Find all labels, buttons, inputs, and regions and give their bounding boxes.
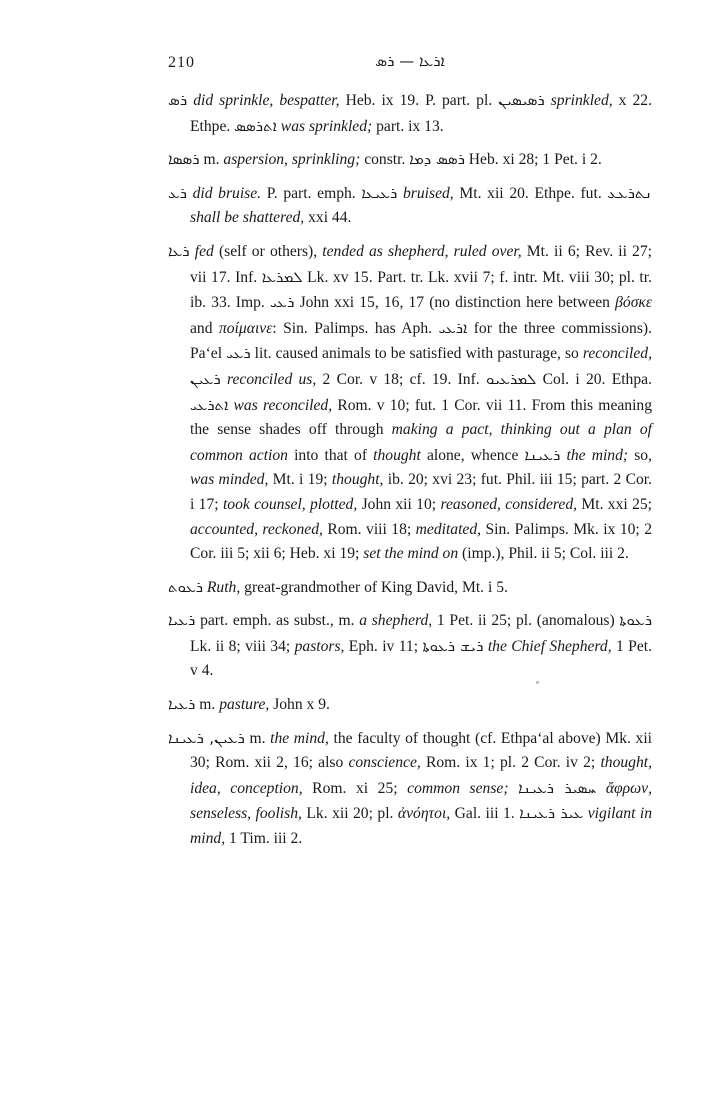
reference-text: Lk. xii 20; pl. bbox=[301, 805, 398, 823]
gloss-text: conscience, bbox=[348, 754, 421, 772]
reference-text: (imp.), Phil. ii 5; Col. iii 2. bbox=[458, 545, 629, 563]
gloss-text: accounted, reckoned, bbox=[190, 520, 323, 538]
gloss-text: a shepherd, bbox=[359, 612, 433, 630]
reference-text bbox=[596, 780, 606, 797]
reference-text: m. bbox=[249, 729, 271, 747]
page-header bbox=[168, 52, 652, 76]
reference-text: John x 9. bbox=[269, 696, 330, 714]
reference-text bbox=[509, 780, 519, 797]
entry-headword: ܪܥܘܬ bbox=[168, 577, 203, 596]
reference-text: Heb. ix 19. P. part. pl. bbox=[339, 92, 499, 109]
dictionary-entry bbox=[168, 692, 652, 718]
reference-text: Mt. xxi 25; bbox=[577, 495, 652, 513]
gloss-text: was minded, bbox=[190, 471, 269, 489]
reference-text: part. emph. as subst., m. bbox=[200, 612, 360, 630]
syriac-form: ܪܣܣ ܕܡܐ bbox=[409, 150, 465, 169]
syriac-form: ܪܥܝܥܐ bbox=[361, 183, 398, 202]
reference-text: constr. bbox=[360, 151, 410, 169]
running-head: ܐܪܥܐ — ܪܣ bbox=[375, 52, 445, 70]
reference-text: m. bbox=[203, 151, 224, 169]
reference-text: Mt. xii 20. Ethpe. fut. bbox=[453, 184, 608, 202]
reference-text: Rom. xi 25; bbox=[302, 779, 408, 797]
syriac-form: ܚܣܝܪ ܪܥܝܢܐ bbox=[518, 778, 597, 797]
reference-text: Mt. ii 6; Rev. ii 27; vii 17. Inf. bbox=[190, 242, 652, 286]
syriac-form: ܪܥܝܢ bbox=[190, 369, 221, 388]
gloss-text: tended as shepherd, ruled over, bbox=[322, 242, 522, 260]
gloss-text: did bruise. bbox=[192, 184, 262, 202]
reference-text: Lk. xv 15. Part. tr. Lk. xvii 7; f. intr. Mt. viii 30; pl. tr. ib. 33. Imp. bbox=[190, 268, 652, 312]
reference-text: : Sin. Palimps. has Aph. bbox=[272, 319, 439, 337]
gloss-text: vigilant in mind, bbox=[190, 805, 653, 848]
reference-text: and bbox=[190, 319, 219, 337]
greek-word: ποίμαινε bbox=[218, 319, 273, 337]
gloss-text: was sprinkled; bbox=[280, 117, 373, 135]
syriac-form: ܪܥܝ bbox=[269, 293, 295, 312]
gloss-text: took counsel, plotted, bbox=[222, 495, 358, 513]
reference-text: Mt. i 19; bbox=[268, 471, 332, 489]
syriac-form: ܥܝܪ ܪܥܝܢܐ bbox=[519, 804, 584, 823]
gloss-text: set the mind on bbox=[363, 545, 459, 563]
dictionary-entry bbox=[168, 88, 652, 139]
reference-text: Rom. ix 1; pl. 2 Cor. iv 2; bbox=[420, 754, 601, 772]
reference-text: Sin. Palimps. Mk. ix 10; 2 Cor. iii 5; xii 6; Heb. xi 19; bbox=[190, 520, 653, 563]
syriac-form: ܐܪܥܝ bbox=[438, 318, 468, 337]
gloss-text: was reconciled, bbox=[233, 396, 333, 414]
gloss-text: reconciled, bbox=[582, 345, 652, 363]
dictionary-entry bbox=[168, 608, 652, 684]
reference-text: John xii 10; bbox=[357, 495, 441, 513]
gloss-text: reasoned, considered, bbox=[440, 495, 578, 513]
reference-text: great-grandmother of King David, Mt. i 5. bbox=[240, 578, 508, 596]
gloss-text: meditated, bbox=[415, 520, 482, 538]
gloss-text: the mind, bbox=[270, 729, 329, 747]
gloss-text: common sense; bbox=[407, 779, 509, 797]
reference-text: P. part. emph. bbox=[261, 184, 362, 202]
gloss-text: the mind; bbox=[566, 446, 629, 464]
reference-text: xxi 44. bbox=[304, 209, 352, 227]
entry-headword: ܪܣܣܐ bbox=[168, 150, 200, 169]
page-number: 210 bbox=[168, 54, 195, 71]
entry-headword: ܪܥܝܐ bbox=[168, 611, 196, 630]
gloss-text: did sprinkle, bespatter, bbox=[193, 92, 340, 109]
dictionary-entry bbox=[168, 575, 652, 601]
ink-speck bbox=[536, 681, 539, 684]
greek-word: ἄφρων, bbox=[605, 779, 652, 797]
entry-headword: ܪܥܐ bbox=[168, 241, 190, 260]
gloss-text: reconciled us, bbox=[227, 370, 317, 388]
gloss-text: thought, bbox=[331, 471, 384, 489]
syriac-form: ܪܥܝܢܐ bbox=[524, 445, 561, 464]
reference-text: 1 Pet. ii 25; pl. (anomalous) bbox=[432, 612, 620, 630]
entry-list bbox=[168, 88, 652, 860]
gloss-text: aspersion, sprinkling; bbox=[223, 151, 361, 169]
syriac-form: ܐܬܪܣܣ bbox=[234, 116, 277, 135]
reference-text: x 22. Ethpe. bbox=[190, 92, 652, 135]
entry-headword: ܪܥܝܢ, ܪܥܝܢܐ bbox=[168, 728, 245, 747]
dictionary-entry bbox=[168, 239, 652, 567]
gloss-text: thought bbox=[373, 446, 421, 464]
reference-text: Col. i 20. Ethpa. bbox=[536, 370, 652, 388]
gloss-text: thought, idea, conception, bbox=[190, 754, 652, 797]
reference-text: Lk. ii 8; viii 34; bbox=[190, 637, 295, 655]
reference-text: ib. 20; xvi 23; fut. Phil. iii 15; part. 2 Cor. i 17; bbox=[190, 471, 653, 513]
reference-text: John xxi 15, 16, 17 (no distinction here between bbox=[294, 294, 616, 312]
reference-text: 1 Tim. iii 2. bbox=[225, 830, 303, 848]
entry-headword: ܪܣ bbox=[168, 91, 188, 109]
entry-headword: ܪܥ bbox=[168, 183, 187, 202]
reference-text: so, bbox=[628, 446, 652, 464]
reference-text: m. bbox=[199, 696, 220, 714]
syriac-form: ܪܥܘܬܐ bbox=[619, 611, 652, 630]
gloss-text: pastors, bbox=[294, 637, 345, 655]
entry-headword: ܪܥܝܐ bbox=[168, 695, 196, 714]
dictionary-entry bbox=[168, 147, 652, 173]
reference-text: (self or others), bbox=[213, 242, 323, 260]
syriac-form: ܪܣܝܣܝܢ bbox=[498, 91, 545, 109]
reference-text: Rom. v 10; fut. 1 Cor. vii 11. From this meaning the sense shades off through bbox=[190, 396, 653, 439]
reference-text: Rom. viii 18; bbox=[322, 520, 416, 538]
syriac-form: ܪܥܝ bbox=[226, 344, 251, 363]
syriac-form: ܢܬܪܥܥ bbox=[607, 183, 652, 202]
reference-text: the faculty of thought (cf. Ethpa‘al above) Mk. xii 30; Rom. xii 2, 16; also bbox=[190, 729, 653, 772]
reference-text: Gal. iii 1. bbox=[450, 805, 520, 823]
reference-text: part. ix 13. bbox=[372, 117, 444, 135]
gloss-text: senseless, foolish, bbox=[190, 805, 302, 823]
syriac-form: ܠܡܪܥܝܘ bbox=[485, 369, 537, 388]
syriac-form: ܪܝܫ ܪܥܘܬܐ bbox=[422, 636, 484, 655]
gloss-text: the Chief Shepherd, bbox=[487, 637, 612, 655]
reference-text: into that of bbox=[287, 446, 374, 464]
gloss-text: bruised, bbox=[403, 184, 454, 202]
gloss-text: making a pact, thinking out a plan of common action bbox=[190, 421, 652, 464]
reference-text: 1 Pet. v 4. bbox=[190, 637, 652, 680]
reference-text: 2 Cor. v 18; cf. 19. Inf. bbox=[316, 370, 486, 388]
gloss-text: Ruth, bbox=[206, 578, 241, 596]
greek-word: βόσκε bbox=[615, 294, 653, 312]
gloss-text: sprinkled, bbox=[550, 92, 613, 109]
dictionary-entry bbox=[168, 181, 652, 231]
reference-text: Heb. xi 28; 1 Pet. i 2. bbox=[464, 151, 602, 169]
syriac-form: ܠܡܪܥܐ bbox=[261, 267, 303, 286]
reference-text: for the three commissions). Pa‘el bbox=[190, 319, 652, 363]
syriac-form: ܐܬܪܥܝ bbox=[190, 395, 229, 414]
gloss-text: shall be shattered, bbox=[190, 209, 305, 227]
greek-word: ἀνόητοι, bbox=[397, 805, 451, 823]
reference-text: alone, whence bbox=[420, 446, 525, 464]
reference-text: lit. caused animals to be satisfied with pasturage, so bbox=[250, 345, 583, 363]
reference-text: Eph. iv 11; bbox=[344, 637, 423, 655]
gloss-text: fed bbox=[194, 242, 214, 260]
dictionary-entry bbox=[168, 726, 652, 852]
gloss-text: pasture, bbox=[219, 696, 270, 714]
